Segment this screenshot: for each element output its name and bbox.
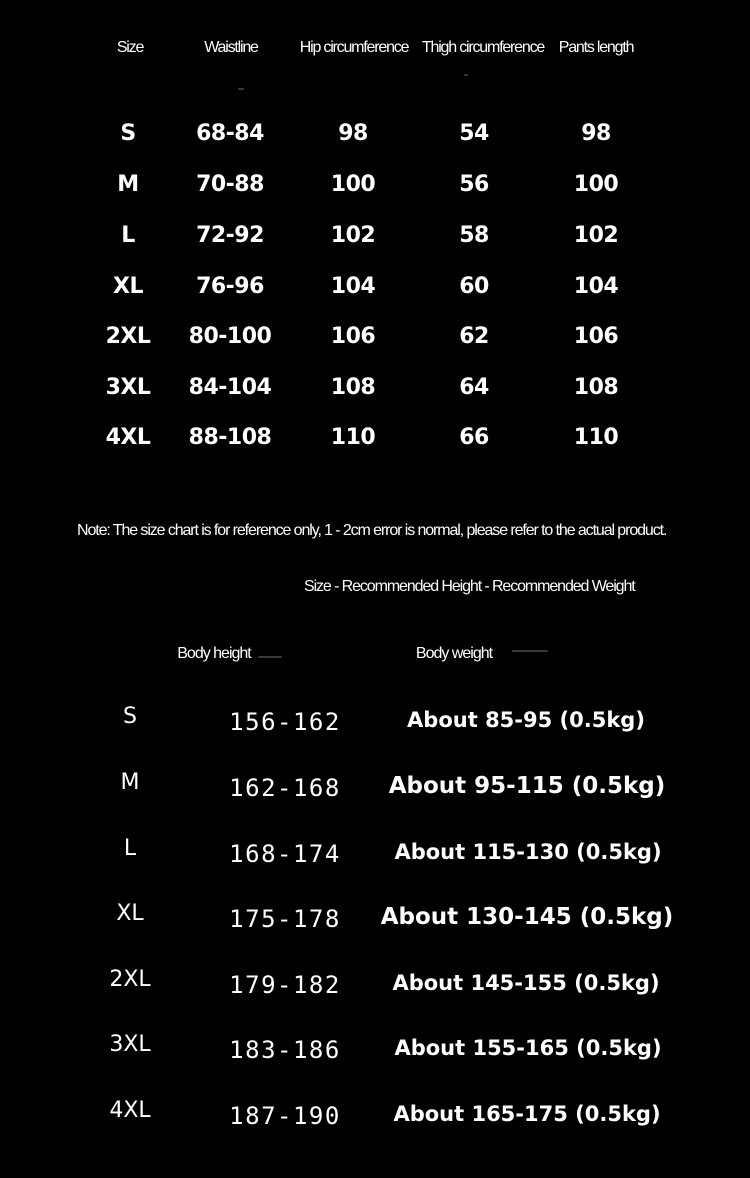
header-size: Size — [116, 39, 144, 56]
size-cell: 3XL — [105, 375, 151, 400]
waistline-cell: 70-88 — [196, 172, 264, 197]
size-cell: S — [120, 121, 136, 146]
artifact-mark — [464, 74, 468, 76]
size-chart-note: Note: The size chart is for reference only, 1 - 2cm error is normal, please refer to the actual product. — [77, 522, 667, 539]
artifact-mark — [512, 650, 548, 652]
waistline-cell: 88-108 — [188, 425, 272, 450]
header-body-height: Body height — [177, 645, 251, 662]
weight-cell: About 115-130 (0.5kg) — [394, 840, 662, 864]
size-cell: 2XL — [105, 324, 151, 349]
height-cell: 162-168 — [229, 774, 341, 802]
size-cell: S — [123, 704, 137, 729]
waistline-cell: 80-100 — [188, 324, 272, 349]
waistline-cell: 68-84 — [196, 121, 264, 146]
weight-cell: About 155-165 (0.5kg) — [394, 1036, 662, 1060]
thigh-cell: 62 — [459, 324, 489, 349]
header-body-weight: Body weight — [415, 645, 493, 662]
recommendation-subtitle: Size - Recommended Height - Recommended Weight — [304, 578, 635, 595]
height-cell: 156-162 — [229, 708, 341, 736]
hip-cell: 102 — [330, 223, 376, 248]
waistline-cell: 76-96 — [196, 274, 264, 299]
thigh-cell: 66 — [459, 425, 489, 450]
height-cell: 183-186 — [229, 1036, 341, 1064]
pants-length-cell: 106 — [573, 324, 619, 349]
hip-cell: 108 — [330, 375, 376, 400]
height-cell: 175-178 — [229, 905, 341, 933]
pants-length-cell: 102 — [573, 223, 619, 248]
size-cell: 2XL — [109, 967, 151, 992]
pants-length-cell: 108 — [573, 375, 619, 400]
weight-cell: About 145-155 (0.5kg) — [392, 971, 660, 995]
pants-length-cell: 98 — [581, 121, 611, 146]
header-waistline: Waistline — [204, 39, 258, 56]
hip-cell: 100 — [330, 172, 376, 197]
hip-cell: 104 — [330, 274, 376, 299]
size-cell: M — [117, 172, 139, 197]
hip-cell: 110 — [330, 425, 376, 450]
pants-length-cell: 100 — [573, 172, 619, 197]
size-cell: L — [121, 223, 135, 248]
weight-cell: About 85-95 (0.5kg) — [407, 708, 645, 732]
thigh-cell: 64 — [459, 375, 489, 400]
weight-cell: About 165-175 (0.5kg) — [393, 1102, 661, 1126]
size-cell: 3XL — [109, 1032, 151, 1057]
artifact-mark — [238, 88, 244, 90]
height-cell: 187-190 — [229, 1102, 341, 1130]
size-cell: XL — [116, 901, 144, 926]
waistline-cell: 84-104 — [188, 375, 272, 400]
hip-cell: 106 — [330, 324, 376, 349]
hip-cell: 98 — [338, 121, 368, 146]
size-cell: 4XL — [109, 1098, 151, 1123]
size-cell: XL — [113, 274, 143, 299]
size-cell: 4XL — [105, 425, 151, 450]
header-thigh-circumference: Thigh circumference — [421, 39, 545, 56]
thigh-cell: 58 — [459, 223, 489, 248]
size-cell: M — [120, 770, 140, 795]
height-cell: 168-174 — [229, 840, 341, 868]
size-cell: L — [123, 836, 137, 861]
thigh-cell: 60 — [459, 274, 489, 299]
pants-length-cell: 104 — [573, 274, 619, 299]
pants-length-cell: 110 — [573, 425, 619, 450]
weight-cell: About 95-115 (0.5kg) — [388, 773, 666, 799]
header-hip-circumference: Hip circumference — [299, 39, 409, 56]
thigh-cell: 54 — [459, 121, 489, 146]
thigh-cell: 56 — [459, 172, 489, 197]
waistline-cell: 72-92 — [196, 223, 264, 248]
header-pants-length: Pants length — [558, 39, 634, 56]
weight-cell: About 130-145 (0.5kg) — [380, 904, 674, 930]
artifact-mark — [258, 656, 282, 658]
height-cell: 179-182 — [229, 971, 341, 999]
